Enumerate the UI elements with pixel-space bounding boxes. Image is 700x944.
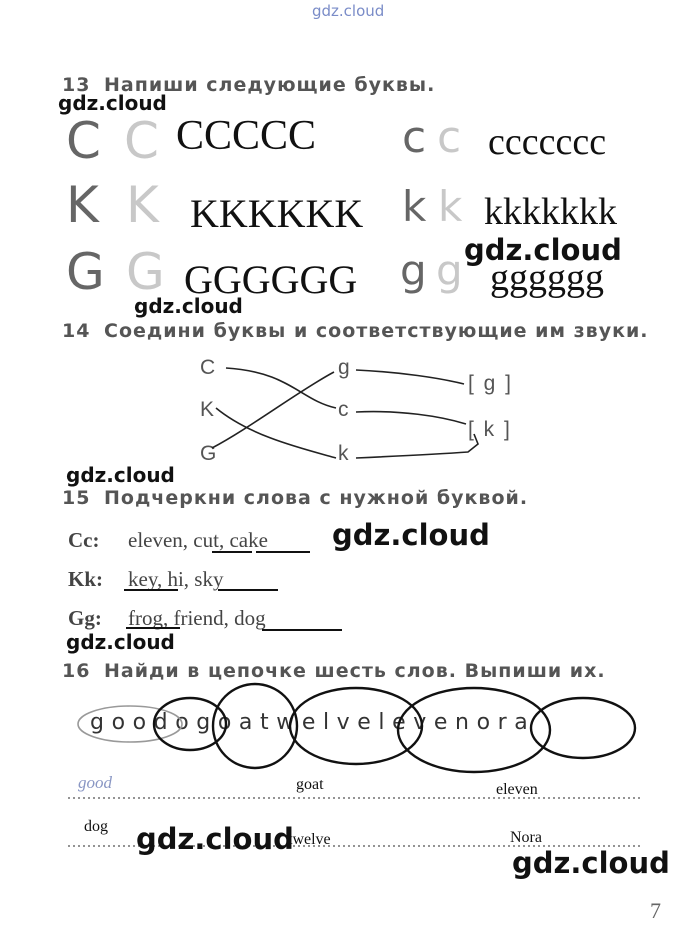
letter-lower-c-trace: c [437, 112, 462, 163]
letter-upper-k-trace: K [126, 176, 159, 234]
written-lower-g: gggggg [490, 257, 604, 299]
watermark: gdz.cloud [136, 822, 294, 856]
letter-lower-c: c [402, 112, 427, 163]
task13-title: Напиши следующие буквы. [104, 74, 436, 96]
watermark: gdz.cloud [66, 630, 175, 654]
answer-4: dog [84, 818, 108, 835]
watermark: gdz.cloud [134, 294, 243, 318]
middle-letter-c: c [338, 398, 349, 421]
letter-upper-g-trace: G [126, 243, 165, 301]
task13-number: 13 [62, 74, 91, 96]
watermark: gdz.cloud [66, 463, 175, 487]
written-upper-k: KKKKKK [190, 191, 364, 236]
watermark: gdz.cloud [512, 846, 670, 880]
letter-upper-c: C [66, 112, 101, 170]
left-letter-k: K [200, 398, 215, 421]
answer-2: goat [296, 776, 324, 793]
written-upper-c: CCCCC [176, 113, 317, 159]
letter-upper-g: G [66, 243, 105, 301]
letter-lower-g: g [400, 246, 427, 295]
row-label-cc: Cc: [68, 528, 100, 552]
row-words-gg: frog, friend, dog [128, 606, 266, 630]
letter-upper-c-trace: C [124, 112, 159, 170]
letter-lower-k: k [402, 182, 427, 231]
task14-title: Соедини буквы и соответствующие им звуки. [104, 320, 649, 342]
row-label-kk: Kk: [68, 567, 104, 591]
sound-k: [ k ] [468, 418, 512, 441]
written-lower-c: ccccccc [488, 121, 607, 163]
task15-title: Подчеркни слова с нужной буквой. [104, 487, 529, 509]
left-letter-c: C [200, 356, 216, 379]
row-words-kk: key, hi, sky [128, 567, 224, 591]
middle-letter-g: g [338, 356, 350, 379]
task16-title: Найди в цепочке шесть слов. Выпиши их. [104, 660, 606, 682]
row-label-gg: Gg: [68, 606, 102, 630]
middle-letter-k: k [338, 442, 349, 465]
letter-upper-k: K [66, 176, 99, 234]
row-words-cc: eleven, cut, cake [128, 528, 268, 552]
answer-1: good [78, 773, 112, 792]
sound-g: [ g ] [468, 372, 514, 395]
written-lower-k: kkkkkkk [484, 191, 617, 233]
task15-number: 15 [62, 487, 91, 509]
letter-chain: goodogoatwelvelevenora [90, 710, 536, 735]
task16-number: 16 [62, 660, 91, 682]
watermark-top: gdz.cloud [312, 2, 385, 20]
watermark: gdz.cloud [332, 518, 490, 552]
left-letter-g: G [200, 442, 217, 465]
letter-lower-g-trace: g [436, 246, 463, 295]
page-number: 7 [650, 898, 661, 923]
answer-3: eleven [496, 781, 538, 798]
answer-5: twelve [288, 831, 331, 848]
answer-6: Nora [510, 829, 542, 846]
written-upper-g: GGGGGG [184, 257, 358, 302]
letter-lower-k-trace: k [438, 182, 463, 231]
watermark: gdz.cloud [58, 91, 167, 115]
task14-number: 14 [62, 320, 91, 342]
watermark: gdz.cloud [464, 233, 622, 267]
